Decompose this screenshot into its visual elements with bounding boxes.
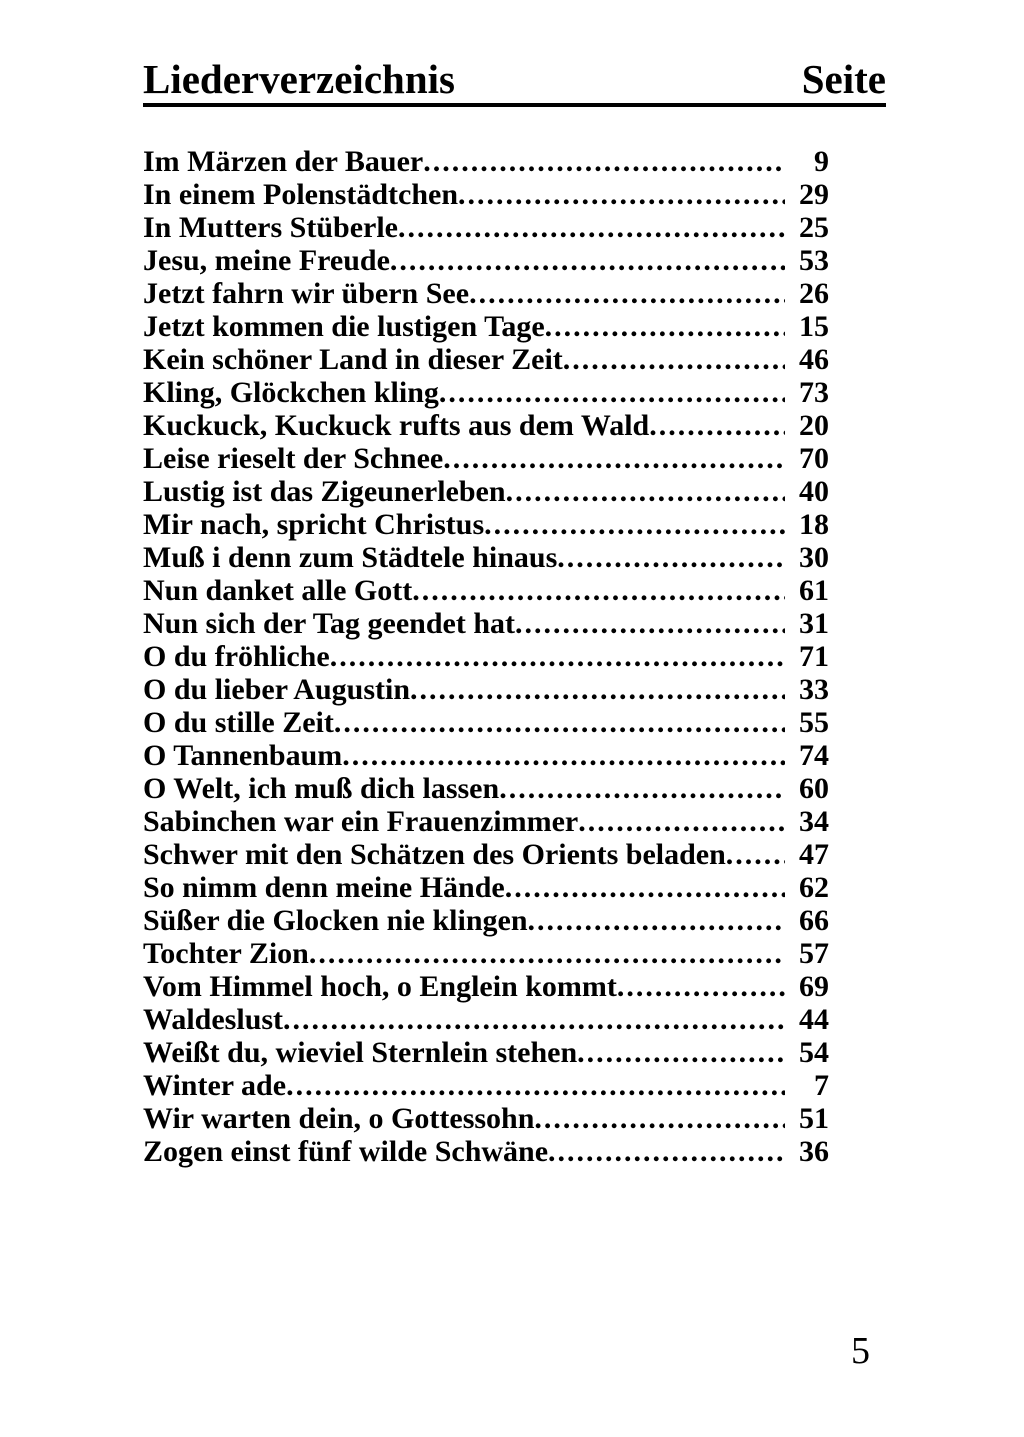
dot-leader bbox=[334, 706, 785, 739]
song-title: Muß i denn zum Städtele hinaus bbox=[143, 541, 558, 575]
song-title: Mir nach, spricht Christus bbox=[143, 508, 485, 542]
dot-leader bbox=[410, 673, 785, 706]
page-number: 29 bbox=[799, 178, 829, 212]
song-title: Kling, Glöckchen kling bbox=[143, 376, 439, 410]
page-number: 9 bbox=[814, 145, 829, 179]
toc-row bbox=[143, 211, 829, 244]
toc-row bbox=[143, 673, 829, 706]
toc-row bbox=[143, 706, 829, 739]
song-title: Kuckuck, Kuckuck rufts aus dem Wald bbox=[143, 409, 650, 443]
page-number: 62 bbox=[799, 871, 829, 905]
song-title: Winter ade bbox=[143, 1069, 287, 1103]
page-number: 47 bbox=[799, 838, 829, 872]
toc-row bbox=[143, 904, 829, 937]
song-title: Vom Himmel hoch, o Englein kommt bbox=[143, 970, 617, 1004]
dot-leader bbox=[505, 871, 785, 904]
dot-leader bbox=[506, 475, 785, 508]
dot-leader bbox=[726, 838, 785, 871]
toc-row bbox=[143, 937, 829, 970]
song-title: Jesu, meine Freude bbox=[143, 244, 390, 278]
song-title: Im Märzen der Bauer bbox=[143, 145, 424, 179]
dot-leader bbox=[398, 211, 785, 244]
page-number: 40 bbox=[799, 475, 829, 509]
page-number: 66 bbox=[799, 904, 829, 938]
page-number: 26 bbox=[799, 277, 829, 311]
dot-leader bbox=[423, 145, 785, 178]
dot-leader bbox=[484, 508, 785, 541]
toc-row bbox=[143, 409, 829, 442]
song-title: Wir warten dein, o Gottessohn bbox=[143, 1102, 535, 1136]
toc-row bbox=[143, 805, 829, 838]
toc-row bbox=[143, 310, 829, 343]
dot-leader bbox=[545, 310, 785, 343]
song-title: Leise rieselt der Schnee bbox=[143, 442, 444, 476]
song-title: In einem Polenstädtchen bbox=[143, 178, 458, 212]
song-title: Schwer mit den Schätzen des Orients beladen bbox=[143, 838, 726, 872]
dot-leader bbox=[458, 178, 785, 211]
toc-row bbox=[143, 871, 829, 904]
toc-title: Liederverzeichnis bbox=[143, 56, 455, 102]
page-number: 71 bbox=[799, 640, 829, 674]
dot-leader bbox=[649, 409, 785, 442]
toc-row bbox=[143, 1102, 829, 1135]
toc-row bbox=[143, 1003, 829, 1036]
song-title: Sabinchen war ein Frauenzimmer bbox=[143, 805, 579, 839]
song-title: In Mutters Stüberle bbox=[143, 211, 398, 245]
song-title: O du fröhliche bbox=[143, 640, 330, 674]
page-number: 20 bbox=[799, 409, 829, 443]
toc-row bbox=[143, 442, 829, 475]
dot-leader bbox=[443, 442, 785, 475]
song-title: Süßer die Glocken nie klingen bbox=[143, 904, 528, 938]
toc-row bbox=[143, 1069, 829, 1102]
song-title: Jetzt kommen die lustigen Tage bbox=[143, 310, 545, 344]
page-number: 46 bbox=[799, 343, 829, 377]
page-number: 60 bbox=[799, 772, 829, 806]
page-column-label: Seite bbox=[801, 56, 886, 102]
toc-list bbox=[143, 145, 829, 1168]
dot-leader bbox=[330, 640, 785, 673]
dot-leader bbox=[617, 970, 785, 1003]
page-number: 57 bbox=[799, 937, 829, 971]
page-number: 25 bbox=[799, 211, 829, 245]
toc-row bbox=[143, 376, 829, 409]
dot-leader bbox=[283, 1003, 785, 1036]
toc-row bbox=[143, 1135, 829, 1168]
toc-row bbox=[143, 772, 829, 805]
dot-leader bbox=[439, 376, 785, 409]
toc-row bbox=[143, 178, 829, 211]
song-title: Kein schöner Land in dieser Zeit bbox=[143, 343, 563, 377]
toc-row bbox=[143, 1036, 829, 1069]
dot-leader bbox=[557, 541, 785, 574]
dot-leader bbox=[548, 1135, 785, 1168]
page-number: 73 bbox=[799, 376, 829, 410]
toc-row bbox=[143, 970, 829, 1003]
toc-row bbox=[143, 838, 829, 871]
toc-row bbox=[143, 607, 829, 640]
page-number: 34 bbox=[799, 805, 829, 839]
page-number: 53 bbox=[799, 244, 829, 278]
song-title: Nun sich der Tag geendet hat bbox=[143, 607, 516, 641]
toc-row bbox=[143, 145, 829, 178]
song-title: O Tannenbaum bbox=[143, 739, 343, 773]
document-page bbox=[143, 57, 886, 1168]
song-title: Zogen einst fünf wilde Schwäne bbox=[143, 1135, 549, 1169]
page-number: 7 bbox=[814, 1069, 829, 1103]
song-title: Lustig ist das Zigeunerleben bbox=[143, 475, 506, 509]
dot-leader bbox=[390, 244, 785, 277]
dot-leader bbox=[412, 574, 785, 607]
dot-leader bbox=[286, 1069, 785, 1102]
toc-row bbox=[143, 739, 829, 772]
song-title: So nimm denn meine Hände bbox=[143, 871, 505, 905]
page-number: 18 bbox=[799, 508, 829, 542]
toc-row bbox=[143, 244, 829, 277]
song-title: Weißt du, wieviel Sternlein stehen bbox=[143, 1036, 578, 1070]
page-number: 69 bbox=[799, 970, 829, 1004]
toc-row bbox=[143, 541, 829, 574]
toc-header bbox=[143, 57, 886, 107]
song-title: O Welt, ich muß dich lassen bbox=[143, 772, 500, 806]
song-title: Nun danket alle Gott bbox=[143, 574, 413, 608]
page-number: 74 bbox=[799, 739, 829, 773]
toc-row bbox=[143, 508, 829, 541]
dot-leader bbox=[469, 277, 785, 310]
dot-leader bbox=[309, 937, 785, 970]
page-number: 31 bbox=[799, 607, 829, 641]
dot-leader bbox=[534, 1102, 785, 1135]
song-title: O du lieber Augustin bbox=[143, 673, 411, 707]
page-number: 54 bbox=[799, 1036, 829, 1070]
song-title: O du stille Zeit bbox=[143, 706, 334, 740]
page-number: 33 bbox=[799, 673, 829, 707]
page-number: 36 bbox=[799, 1135, 829, 1169]
dot-leader bbox=[563, 343, 785, 376]
toc-row bbox=[143, 277, 829, 310]
song-title: Tochter Zion bbox=[143, 937, 309, 971]
song-title: Waldeslust bbox=[143, 1003, 284, 1037]
toc-row bbox=[143, 640, 829, 673]
toc-row bbox=[143, 574, 829, 607]
toc-row bbox=[143, 475, 829, 508]
page-number: 70 bbox=[799, 442, 829, 476]
dot-leader bbox=[499, 772, 785, 805]
dot-leader bbox=[342, 739, 785, 772]
dot-leader bbox=[578, 805, 785, 838]
page-number: 55 bbox=[799, 706, 829, 740]
folio-page-number: 5 bbox=[851, 1330, 870, 1372]
dot-leader bbox=[515, 607, 785, 640]
song-title: Jetzt fahrn wir übern See bbox=[143, 277, 470, 311]
page-number: 51 bbox=[799, 1102, 829, 1136]
dot-leader bbox=[528, 904, 785, 937]
page-number: 30 bbox=[799, 541, 829, 575]
dot-leader bbox=[577, 1036, 785, 1069]
page-number: 15 bbox=[799, 310, 829, 344]
page-number: 61 bbox=[799, 574, 829, 608]
page-number: 44 bbox=[799, 1003, 829, 1037]
toc-row bbox=[143, 343, 829, 376]
